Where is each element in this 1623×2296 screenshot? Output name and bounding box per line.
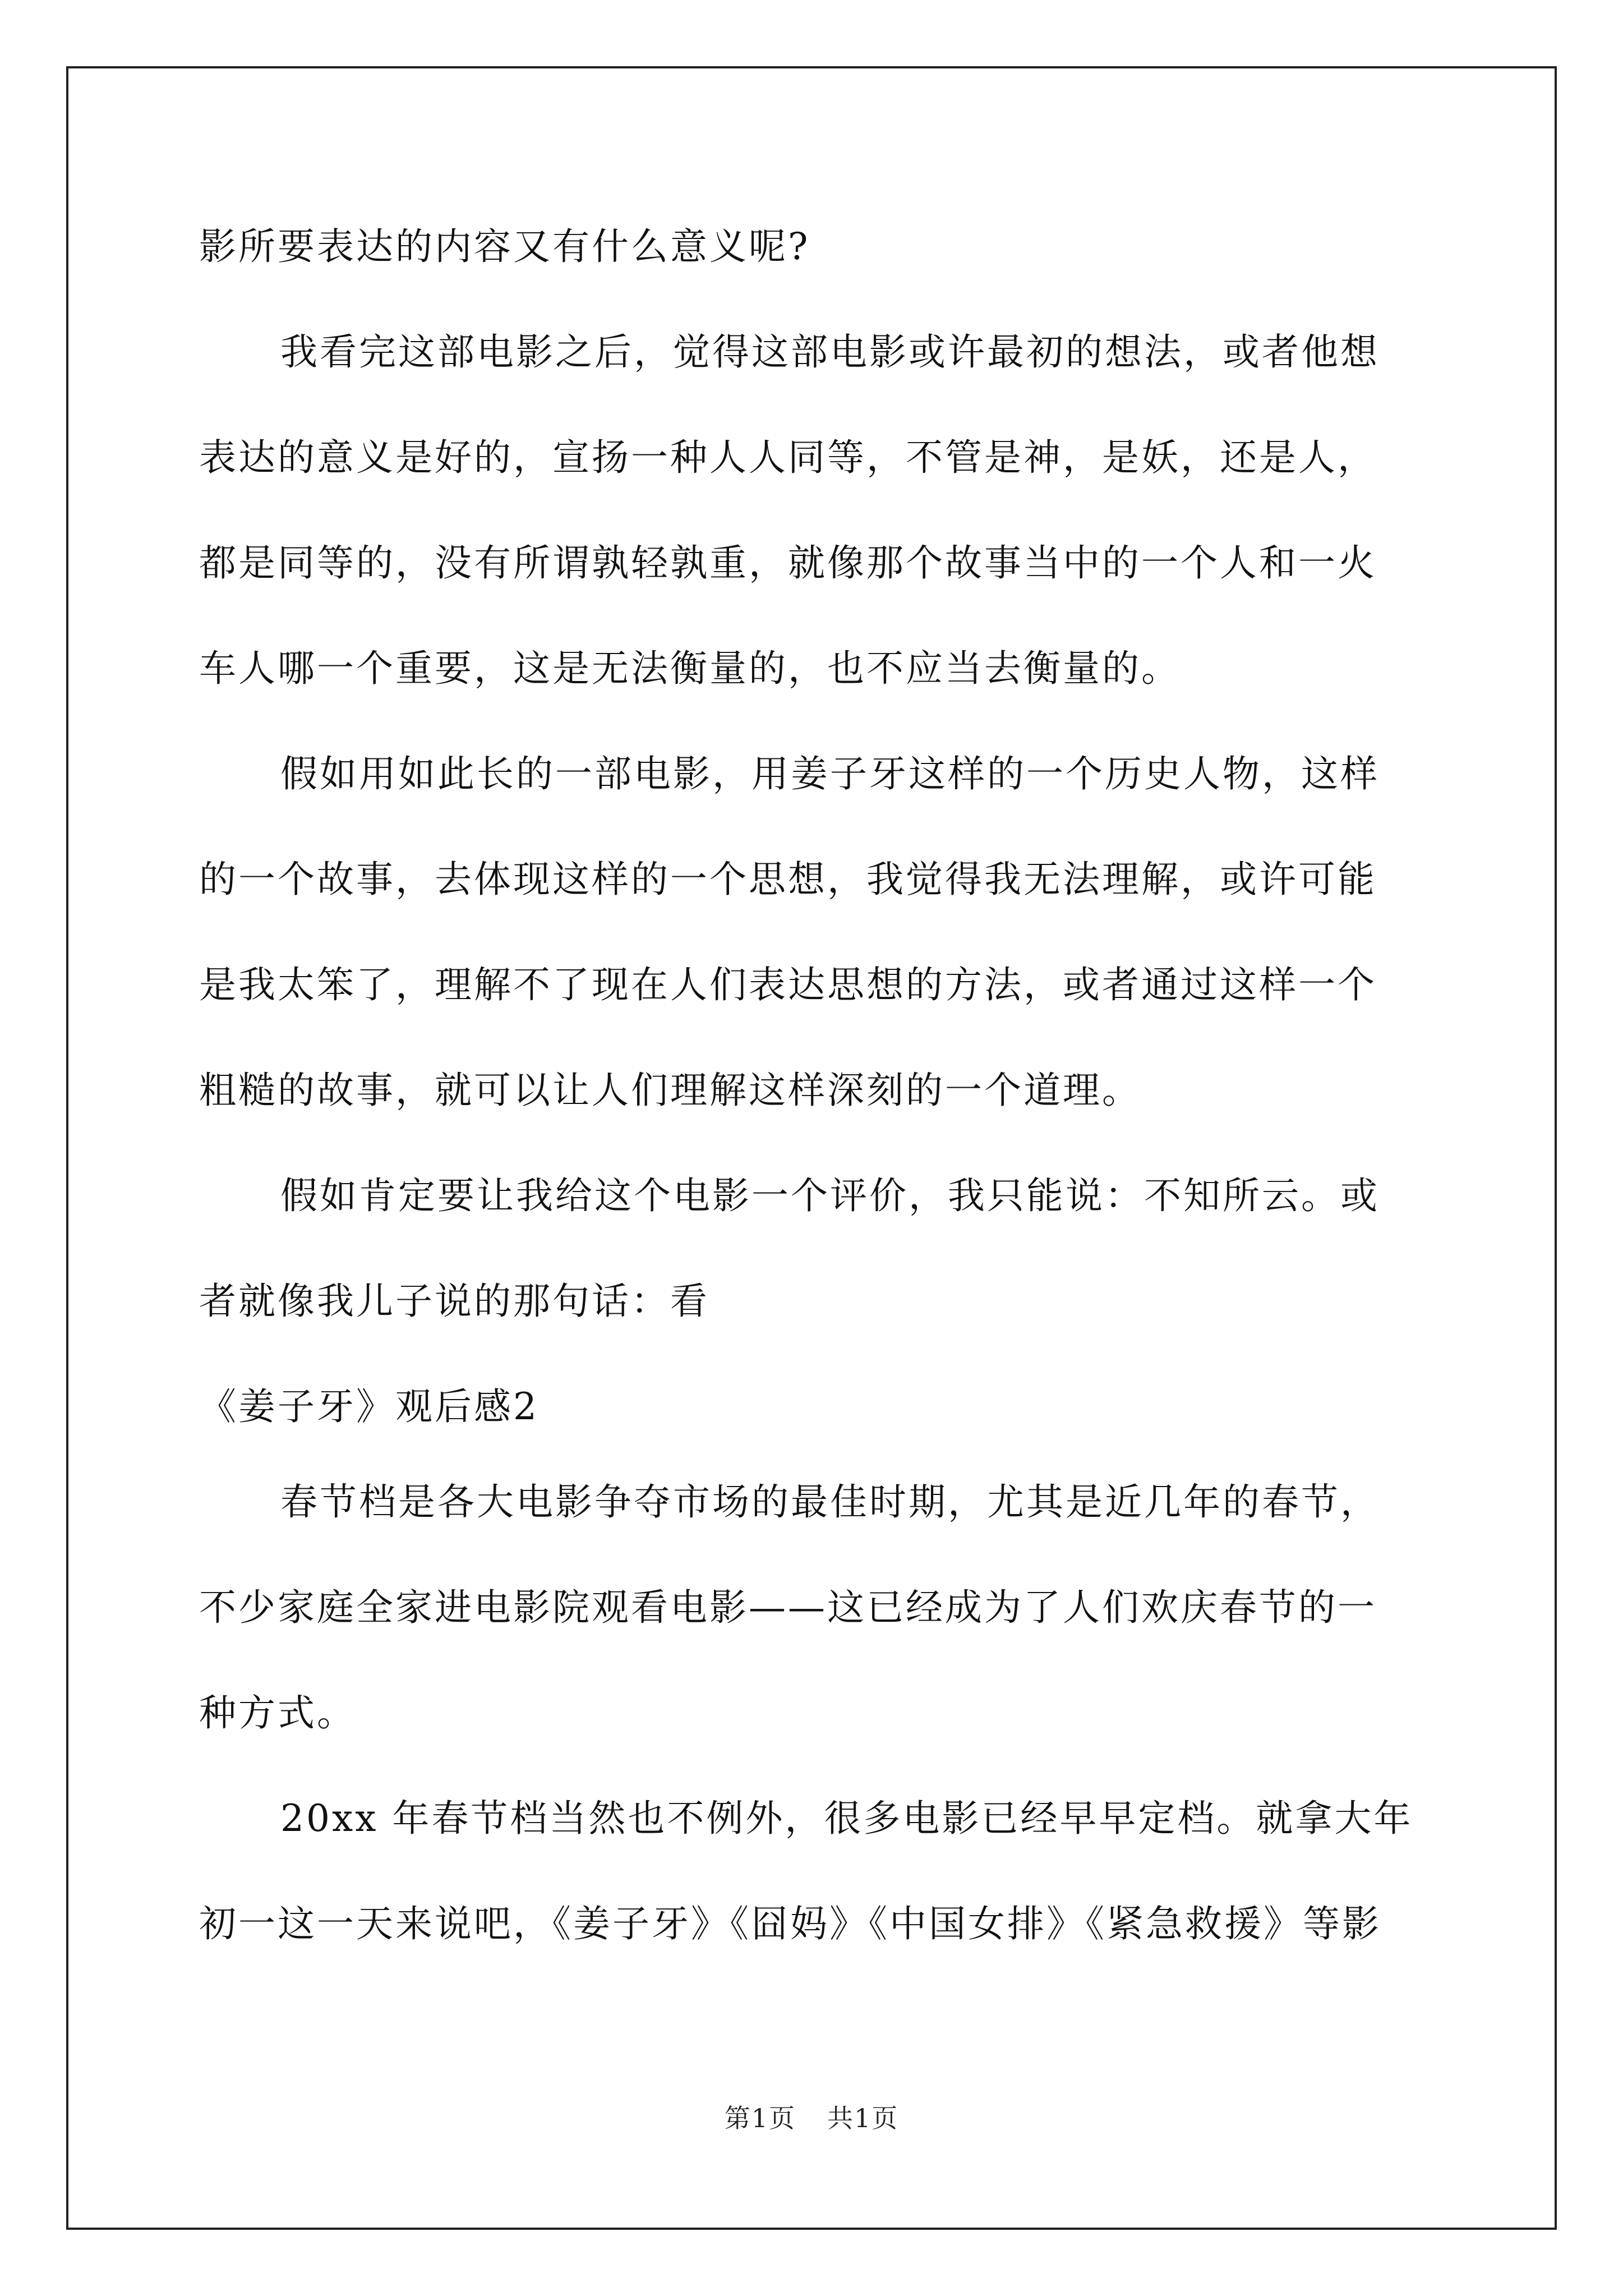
text-line: 是我太笨了，理解不了现在人们表达思想的方法，或者通过这样一个 [199, 963, 1377, 1006]
text-line: 者就像我儿子说的那句话：看 [199, 1280, 709, 1323]
text-line: 表达的意义是好的，宣扬一种人人同等，不管是神，是妖，还是人， [199, 436, 1377, 479]
page-number: 第1页 [724, 2103, 796, 2133]
text-line: 都是同等的，没有所谓孰轻孰重，就像那个故事当中的一个人和一火 [199, 541, 1377, 585]
text-line: 车人哪一个重要，这是无法衡量的，也不应当去衡量的。 [199, 647, 1181, 690]
text-line: 的一个故事，去体现这样的一个思想，我觉得我无法理解，或许可能 [199, 858, 1377, 901]
page-footer [0, 2098, 1623, 2135]
text-line: 初一这一天来说吧，《姜子牙》《囧妈》《中国女排》《紧急救援》等影 [199, 1902, 1381, 1945]
text-line: 假如用如此长的一部电影，用姜子牙这样的一个历史人物，这样 [280, 752, 1380, 795]
text-line: 20xx 年春节档当然也不例外，很多电影已经早早定档。就拿大年 [280, 1797, 1413, 1840]
document-body [199, 205, 1427, 1987]
text-line: 春节档是各大电影争夺市场的最佳时期，尤其是近几年的春节， [280, 1480, 1380, 1524]
page-total: 共1页 [827, 2103, 899, 2133]
text-line: 影所要表达的内容又有什么意义呢? [199, 225, 810, 268]
section-heading: 《姜子牙》观后感2 [199, 1385, 539, 1428]
text-line: 种方式。 [199, 1691, 356, 1734]
text-line: 粗糙的故事，就可以让人们理解这样深刻的一个道理。 [199, 1069, 1141, 1112]
text-line: 假如肯定要让我给这个电影一个评价，我只能说：不知所云。或 [280, 1174, 1380, 1217]
text-line: 不少家庭全家进电影院观看电影——这已经成为了人们欢庆春节的一 [199, 1586, 1377, 1629]
text-line: 我看完这部电影之后，觉得这部电影或许最初的想法，或者他想 [280, 330, 1380, 374]
